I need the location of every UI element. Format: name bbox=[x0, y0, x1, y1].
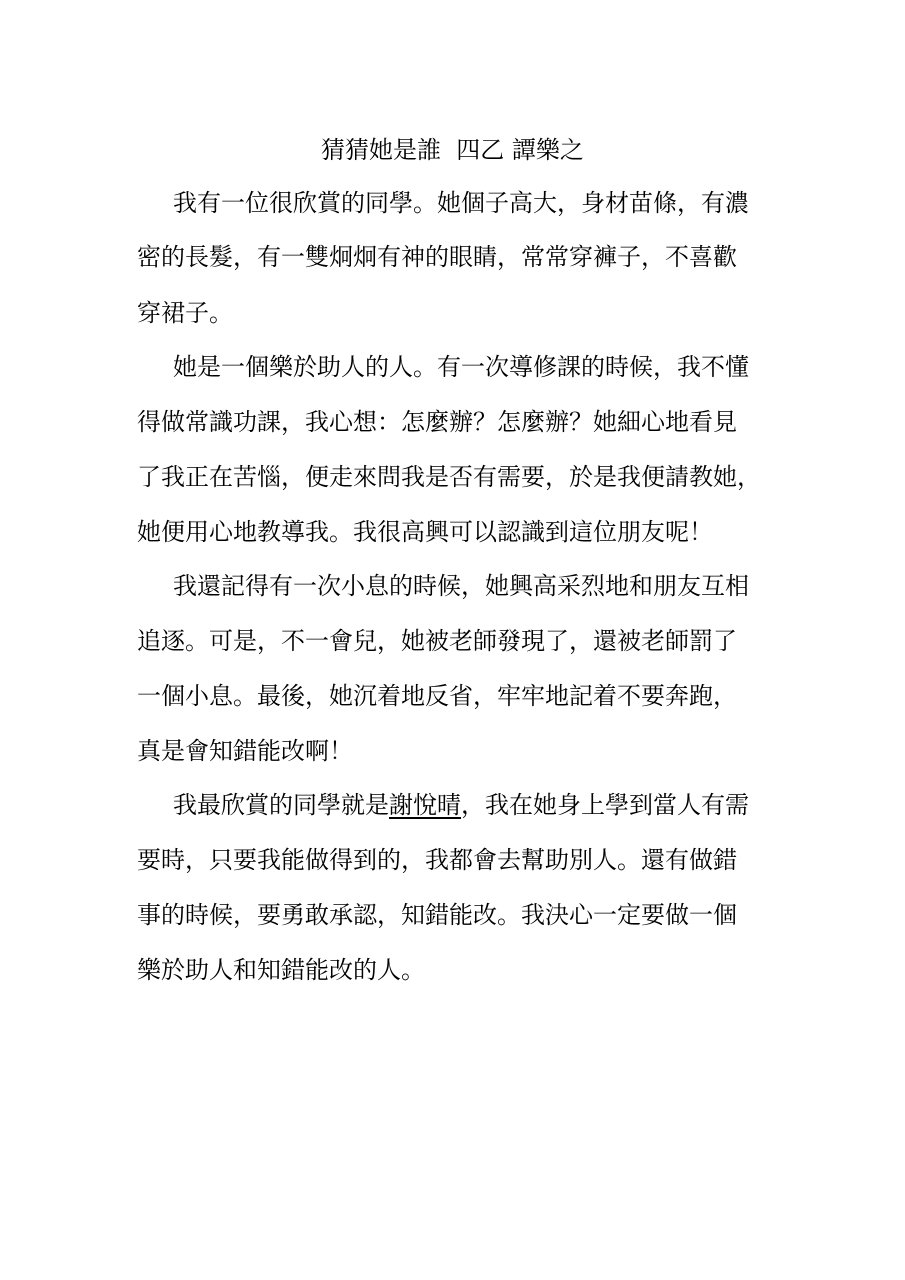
paragraph-1-line-2: 密的長髮，有一雙炯炯有神的眼睛，常常穿褲子，不喜歡 bbox=[137, 243, 737, 271]
paragraph-3-line-1: 我還記得有一次小息的時候，她興高采烈地和朋友互相 bbox=[173, 572, 749, 600]
paragraph-4-line-4: 樂於助人和知錯能改的人。 bbox=[137, 956, 425, 984]
paragraph-4-line-1 bbox=[173, 788, 749, 822]
paragraph-1-line-3: 穿裙子。 bbox=[137, 299, 233, 327]
paragraph-2-line-3: 了我正在苦惱，便走來問我是否有需要，於是我便請教她， bbox=[137, 463, 761, 491]
paragraph-3-line-4: 真是會知錯能改啊！ bbox=[137, 737, 353, 765]
paragraph-4-line-3: 事的時候，要勇敢承認，知錯能改。我決心一定要做一個 bbox=[137, 901, 737, 929]
paragraph-4-line-1-before: 我最欣賞的同學就是 bbox=[173, 791, 389, 819]
document-title: 猜猜她是誰 四乙 譚樂之 bbox=[321, 136, 584, 164]
paragraph-1-line-1: 我有一位很欣賞的同學。她個子高大，身材苗條，有濃 bbox=[173, 189, 749, 217]
paragraph-3-line-3: 一個小息。最後，她沉着地反省，牢牢地記着不要奔跑， bbox=[137, 682, 737, 710]
student-name: 謝悅晴 bbox=[389, 791, 461, 819]
paragraph-4-line-1-after: ，我在她身上學到當人有需 bbox=[461, 791, 749, 819]
paragraph-2-line-1: 她是一個樂於助人的人。有一次導修課的時候，我不懂 bbox=[173, 353, 749, 381]
paragraph-3-line-2: 追逐。可是，不一會兒，她被老師發現了，還被老師罰了 bbox=[137, 627, 737, 655]
paragraph-2-line-2: 得做常識功課，我心想：怎麼辦？怎麼辦？她細心地看見 bbox=[137, 408, 737, 436]
paragraph-2-line-4: 她便用心地教導我。我很高興可以認識到這位朋友呢！ bbox=[137, 518, 713, 546]
paragraph-4-line-2: 要時，只要我能做得到的，我都會去幫助別人。還有做錯 bbox=[137, 846, 737, 874]
